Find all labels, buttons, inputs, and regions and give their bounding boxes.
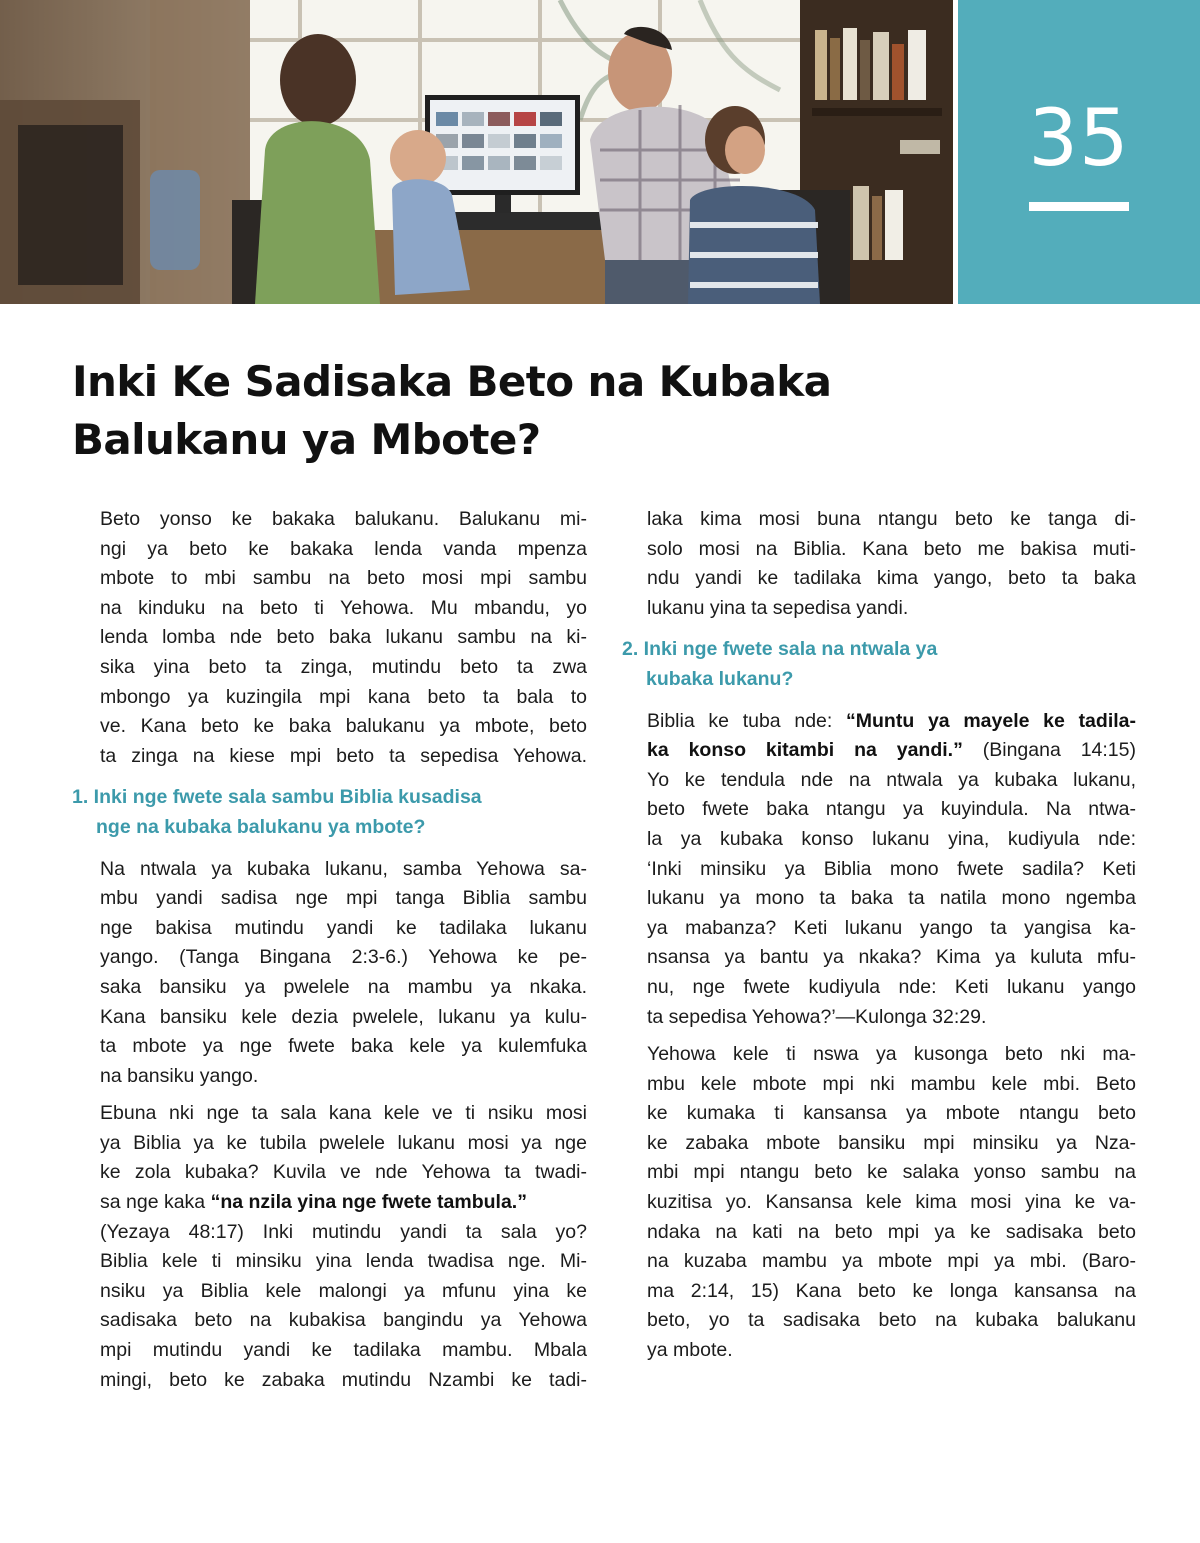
body-line: ndaka na kati na beto mpi ya ke sadisaka beto (647, 1220, 1136, 1243)
intro-line: ve. Kana beto ke baka balukanu ya mbote, beto (100, 715, 587, 738)
body-line-with-emphasis (100, 1188, 587, 1218)
section-1-paragraph-2-continued (647, 505, 1136, 623)
body-line: solo mosi na Biblia. Kana beto me bakisa muti- (647, 537, 1136, 560)
body-line: Kana bansiku kele dezia pwelele, lukanu ya kulu- (100, 1005, 587, 1028)
body-line: ta mbote ya nge fwete baka kele ya kulemfuka (100, 1035, 587, 1058)
body-line: nu, nge fwete kudiyula nde: Keti lukanu yango (647, 975, 1136, 998)
body-line-with-emphasis (647, 736, 1136, 766)
body-line: sadisaka beto na kubakisa bangindu ya Yehowa (100, 1309, 587, 1332)
body-line: ya Biblia ya ke tubila pwelele lukanu mosi ya nge (100, 1131, 587, 1154)
intro-line: lenda lomba nde beto baka lukanu sambu na ki- (100, 626, 587, 649)
body-line: Yo ke tendula nde na ntwala ya kubaka lukanu, (647, 768, 1136, 791)
body-line: ya mabanza? Keti lukanu yango ta yangisa ka- (647, 916, 1136, 939)
scripture-reference: (Bingana 14:15) (962, 739, 1136, 762)
emphasis-quote: “Muntu ya mayele ke tadila- (846, 709, 1136, 732)
body-line: nsansa ya bantu ya nkaka? Kima ya kuluta mfu- (647, 946, 1136, 969)
body-line: beto fwete baka ntangu ya kuyindula. Na ntwa- (647, 798, 1136, 821)
intro-line: ngi ya beto ke bakaka lenda vanda mpenza (100, 537, 587, 560)
right-column (622, 505, 1136, 1374)
body-line: ya mbote. (647, 1339, 733, 1362)
body-line: ke zabaka mbote bansiku mpi minsiku ya Nza- (647, 1131, 1136, 1154)
intro-line: na kinduku na beto ti Yehowa. Mu mbandu, yo (100, 596, 587, 619)
body-line: ma 2:14, 15) Kana beto ke longa kansansa na (647, 1279, 1136, 1302)
intro-paragraph (100, 505, 587, 771)
question-2-line: kubaka lukanu? (646, 667, 794, 690)
body-line: beto, yo ta sadisaka beto na kubaka balukanu (647, 1309, 1136, 1332)
body-line: mbu yandi sadisa nge mpi tanga Biblia sambu (100, 887, 587, 910)
emphasis-quote: ka konso kitambi na yandi.” (647, 739, 963, 762)
body-line: (Yezaya 48:17) Inki mutindu yandi ta sala yo? (100, 1220, 587, 1243)
body-line: mpi mutindu yandi ke tadilaka mambu. Mbala (100, 1339, 587, 1362)
header-photo (0, 0, 953, 304)
body-line: mbu kele mbote mpi nki mambu kele mbi. Beto (647, 1072, 1136, 1095)
section-2-paragraph-2 (647, 1040, 1136, 1366)
intro-line: ta zinga na kiese mpi beto ta sepedisa Yehowa. (100, 744, 587, 767)
question-1-heading (72, 783, 587, 842)
intro-line: mbote to mbi sambu na beto mosi mpi sambu (100, 567, 587, 590)
section-1-paragraph-2 (100, 1099, 587, 1395)
question-2-line: 2. Inki nge fwete sala na ntwala ya (622, 638, 938, 661)
lesson-number: 35 (1028, 94, 1130, 184)
lesson-number-box (958, 0, 1200, 304)
body-line: mingi, beto ke zabaka mutindu Nzambi ke tadi- (100, 1368, 587, 1391)
body-line: ta sepedisa Yehowa?’—Kulonga 32:29. (647, 1005, 987, 1028)
body-line: kuzitisa yo. Kansansa kele kima mosi yina ke va- (647, 1191, 1136, 1214)
body-line: nsiku ya Biblia kele malongi ya mfunu yina ke (100, 1279, 587, 1302)
page-title (72, 353, 1072, 469)
body-line: ke zola kubaka? Kuvila ve nde Yehowa ta twadi- (100, 1161, 587, 1184)
body-line: la ya kubaka konso lukanu yina, kudiyula nde: (647, 827, 1136, 850)
body-line: Ebuna nki nge ta sala kana kele ve ti nsiku mosi (100, 1102, 587, 1125)
body-line: yango. (Tanga Bingana 2:3-6.) Yehowa ke pe- (100, 946, 587, 969)
body-line: laka kima mosi buna ntangu beto ke tanga di- (647, 508, 1136, 530)
section-1-paragraph-1 (100, 855, 587, 1092)
body-line: Biblia kele ti minsiku yina lenda twadisa nge. Mi- (100, 1250, 587, 1273)
question-1-line: nge na kubaka balukanu ya mbote? (96, 815, 426, 838)
body-line: ndu yandi ke tadilaka kima yango, beto ta baka (647, 567, 1136, 590)
body-line: na bansiku yango. (100, 1064, 259, 1087)
body-line: na kuzaba mambu ya mbote mpi ya mbi. (Baro- (647, 1250, 1136, 1273)
intro-line: mbongo ya kuzingila mpi kana beto ta bala to (100, 685, 587, 708)
body-line: ke kumaka ti kansansa ya mbote ntangu beto (647, 1102, 1136, 1125)
body-line-with-emphasis (647, 707, 1136, 737)
left-column (72, 505, 587, 1403)
lesson-number-underline (1029, 202, 1129, 211)
body-line: lukanu ya mono ta baka ta natila mono ngemba (647, 887, 1136, 910)
intro-line: sika yina beto ta zinga, mutindu beto ta zwa (100, 655, 587, 678)
body-line: Na ntwala ya kubaka lukanu, samba Yehowa sa- (100, 857, 587, 880)
body-line: mbi mpi ntangu beto ke salaka yonso sambu na (647, 1161, 1136, 1184)
emphasis-quote: “na nzila yina nge fwete tambula.” (210, 1191, 527, 1214)
question-2-heading (622, 635, 1136, 694)
intro-line: Beto yonso ke bakaka balukanu. Balukanu mi- (100, 508, 587, 530)
body-text: sa nge kaka (100, 1191, 211, 1214)
section-2-paragraph-1 (647, 707, 1136, 1033)
family-at-computer-illustration (0, 0, 953, 304)
body-line: ‘Inki minsiku ya Biblia mono fwete sadila? Keti (647, 857, 1136, 880)
body-line: nge bakisa mutindu yandi ke tadilaka lukanu (100, 916, 587, 939)
page-title-line-2: Balukanu ya Mbote? (72, 415, 541, 464)
body-line: Yehowa kele ti nswa ya kusonga beto nki ma- (647, 1043, 1136, 1066)
page-title-line-1: Inki Ke Sadisaka Beto na Kubaka (72, 357, 832, 406)
body-text: Biblia ke tuba nde: (647, 709, 847, 732)
body-line: lukanu yina ta sepedisa yandi. (647, 596, 909, 619)
body-line: saka bansiku ya pwelele na mambu ya nkaka. (100, 975, 587, 998)
question-1-line: 1. Inki nge fwete sala sambu Biblia kusadisa (72, 786, 482, 809)
